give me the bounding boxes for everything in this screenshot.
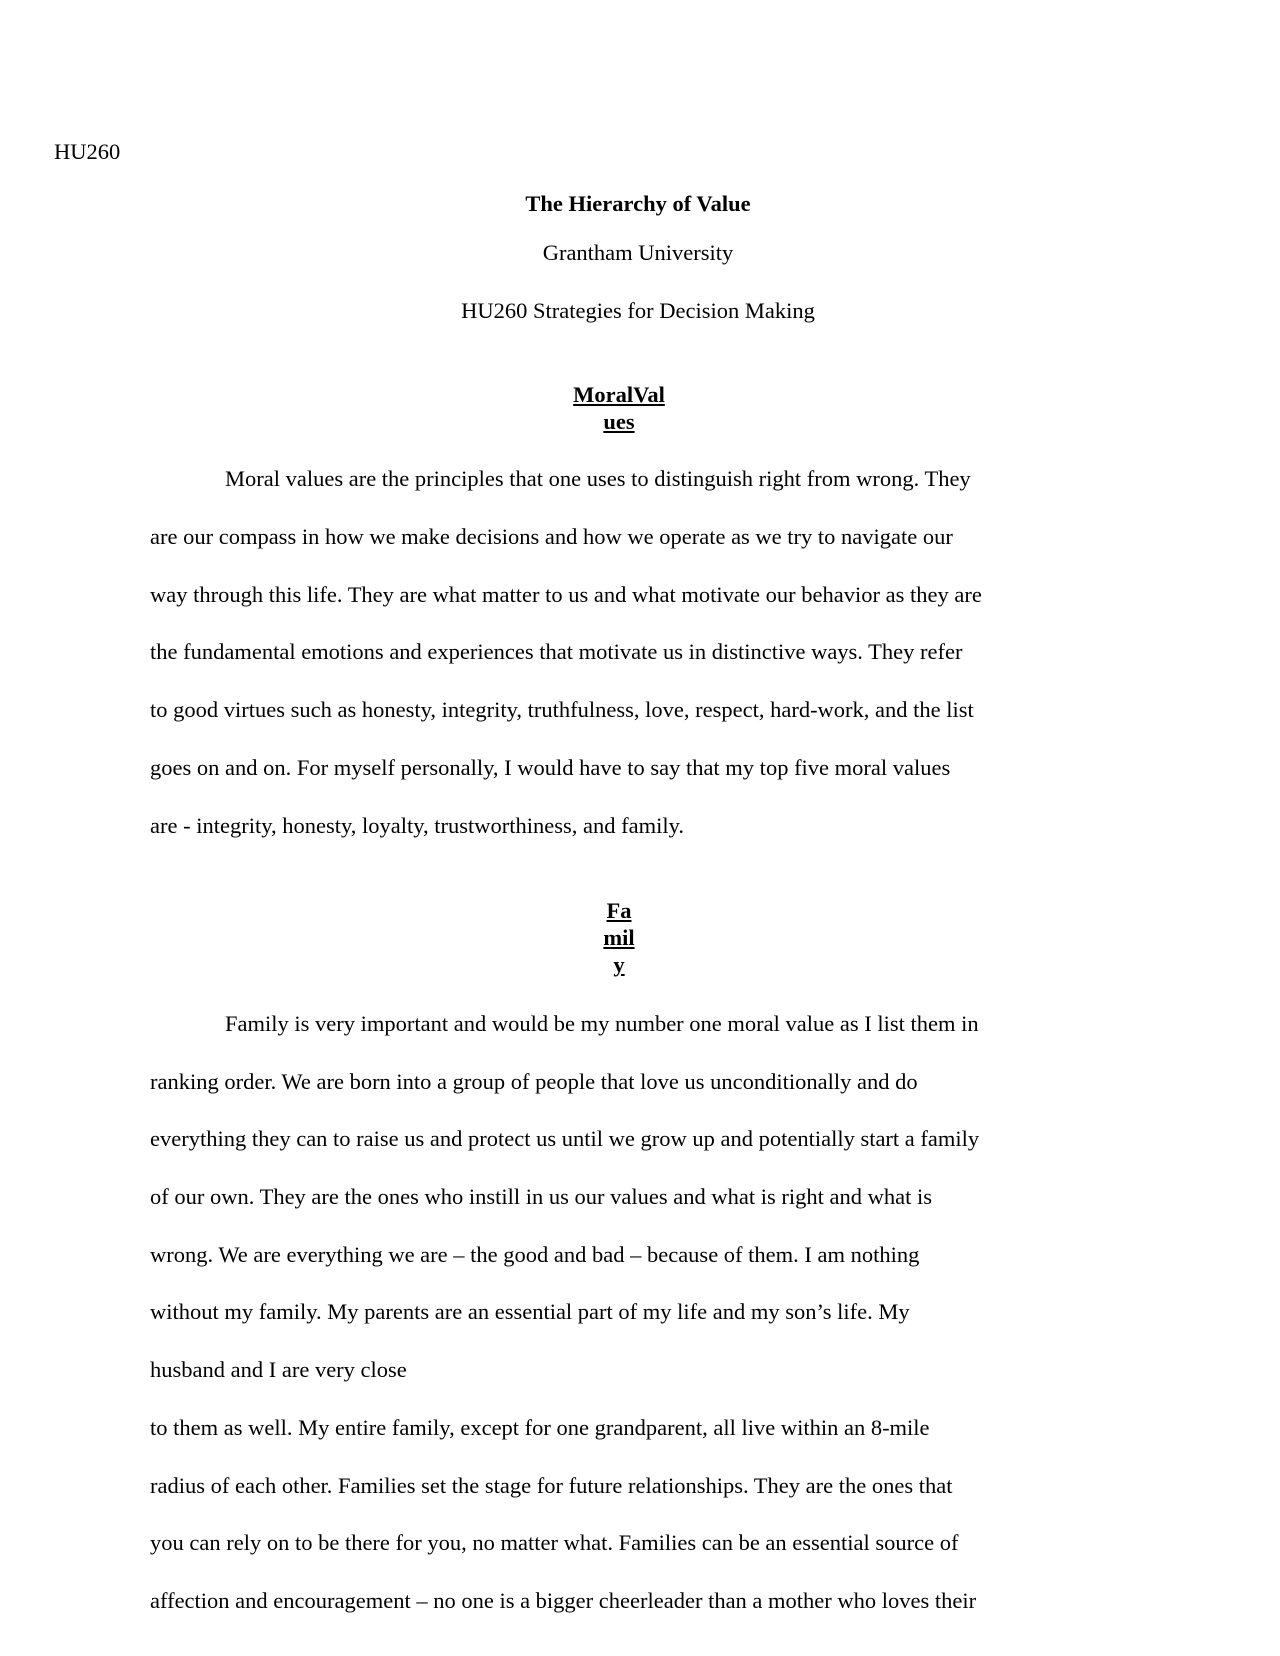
course-name: HU260 Strategies for Decision Making [461, 298, 815, 323]
heading-line: ues [603, 409, 635, 434]
body-line: ranking order. We are born into a group of people that love us unconditionally and do [150, 1069, 918, 1094]
body-line: way through this life. They are what matter to us and what motivate our behavior as they are [150, 582, 982, 607]
body-line: you can rely on to be there for you, no matter what. Families can be an essential source of [150, 1530, 959, 1555]
section-heading-family [0, 897, 1238, 978]
body-line: Family is very important and would be my number one moral value as I list them in [225, 1011, 979, 1036]
section-heading-moral-values [0, 381, 1238, 435]
body-line: goes on and on. For myself personally, I would have to say that my top five moral values [150, 755, 951, 780]
body-line: Moral values are the principles that one uses to distinguish right from wrong. They [225, 466, 971, 491]
body-line: affection and encouragement – no one is a bigger cheerleader than a mother who loves their [150, 1588, 977, 1613]
body-line: to good virtues such as honesty, integrity, truthfulness, love, respect, hard-work, and the list [150, 697, 974, 722]
body-line: wrong. We are everything we are – the good and bad – because of them. I am nothing [150, 1242, 920, 1267]
institution-name: Grantham University [542, 240, 734, 265]
body-line: everything they can to raise us and protect us until we grow up and potentially start a family [150, 1126, 980, 1151]
body-line: of our own. They are the ones who instill in us our values and what is right and what is [150, 1184, 932, 1209]
heading-line: mil [603, 925, 635, 950]
body-line: are our compass in how we make decisions and how we operate as we try to navigate our [150, 524, 953, 549]
body-line: without my family. My parents are an essential part of my life and my son’s life. My [150, 1299, 910, 1324]
heading-line: y [613, 952, 625, 977]
body-line: radius of each other. Families set the stage for future relationships. They are the ones that [150, 1473, 953, 1498]
heading-line: MoralVal [573, 382, 665, 407]
body-line: to them as well. My entire family, except for one grandparent, all live within an 8-mile [150, 1415, 930, 1440]
body-line: the fundamental emotions and experiences that motivate us in distinctive ways. They refer [150, 639, 963, 664]
body-line: husband and I are very close [150, 1357, 407, 1382]
heading-line: Fa [606, 898, 632, 923]
body-line: are - integrity, honesty, loyalty, trustworthiness, and family. [150, 813, 685, 838]
running-head: HU260 [54, 139, 121, 164]
paper-title: The Hierarchy of Value [525, 191, 751, 216]
